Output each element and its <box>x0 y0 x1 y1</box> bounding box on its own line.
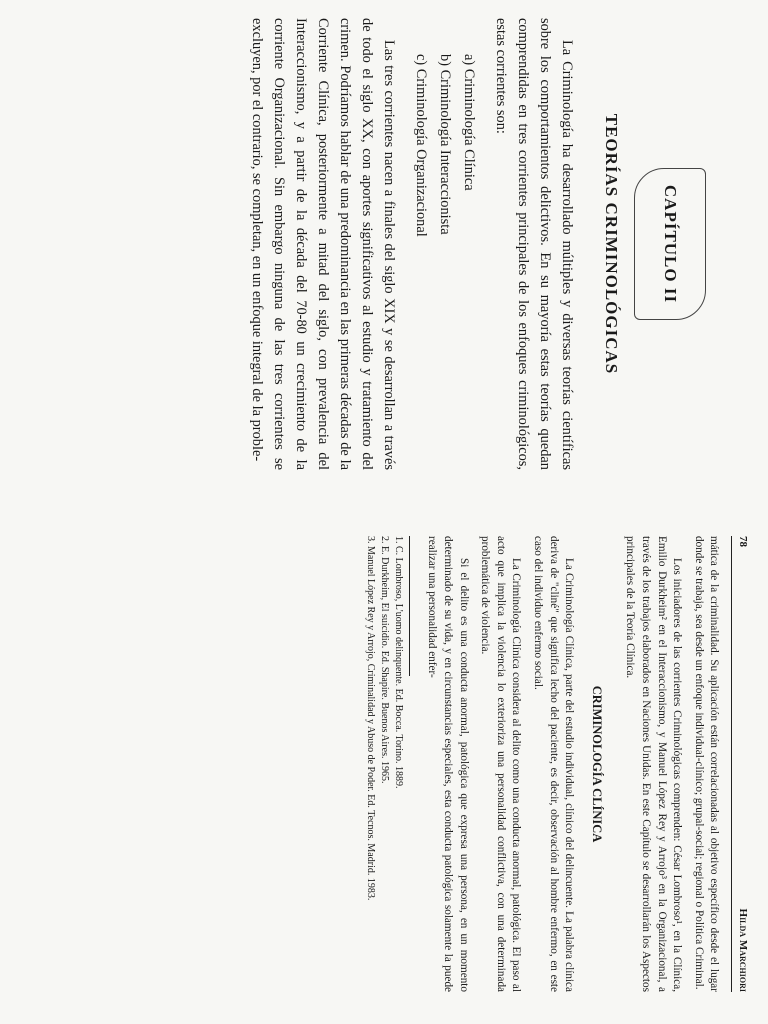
left-paragraph-1: La Criminología ha desarrollado múltiples y diversas teorías científicas sobre los comportamientos delictivos. En su mayoría estas teorías quedan comprendidas en tres corrientes principales de los enfoques criminológicos, estas corrientes son: <box>493 18 575 470</box>
footnote: 2. E. Durkheim, El suicidio. Ed. Shapire. Buenos Aires. 1965. <box>378 536 390 784</box>
list-item: c) Criminología Organizacional <box>413 54 429 237</box>
chapter-label-box <box>634 168 706 320</box>
list-item: a) Criminología Clínica <box>461 54 477 191</box>
footnote: 3. Manuel López Rey y Arrojo, Criminalidad y Abuso de Poder. Ed. Tecnos. Madrid. 1983. <box>364 536 376 901</box>
right-paragraph-3: La Criminología Clínica, parte del estudio individual, clínico del delincuente. La palabra clínica deriva de "cliné" que significa lecho del paciente, es decir, observación al hombre enfermo, en este caso del individuo enfermo social. <box>532 536 576 992</box>
left-page <box>240 18 754 470</box>
right-paragraph-2: Los iniciadores de las corrientes Criminológicas comprenden: César Lombroso¹, en la Clínica, Emilio Durkheim² en el Interaccionismo, y Manuel López Rey y Arrojo³ en la Organizacional, a través de los trabajos elaborados en Naciones Unidas. En este Capítulo se desarrollarán los Aspectos principales de la Teoría Clínica. <box>624 536 684 992</box>
list-item: b) Criminología Interaccionista <box>437 54 453 235</box>
running-header <box>731 536 750 992</box>
right-page <box>363 536 750 992</box>
footnote-separator <box>409 536 410 676</box>
right-paragraph-4: La Criminología Clínica considera al delito como una conducta anormal, patológica. El paso al acto que implica la violencia lo exterioriza una personalidad conflictiva, con una determinada problemática de violencia. <box>479 536 523 992</box>
footnote: 1. C. Lombroso, L'uomo delinquente. Ed. Bocca. Torino. 1889. <box>392 536 404 789</box>
page-number: 78 <box>737 536 749 547</box>
right-paragraph-5: Si el delito es una conducta anormal, patológica que expresa una persona, en un momento determinado de su vida, y en circunstancias especiales, esta conducta patológica solamente la puede realizar una personalidad enfer- <box>426 536 470 992</box>
left-paragraph-2: Las tres corrientes nacen a finales del siglo XIX y se desarrollan a través de todo el siglo XX, con aportes significativos al estudio y tratamiento del crimen. Podríamos hablar de una predominancia en las primeras décadas de la Corriente Clínica, posteriormente a mitad del siglo, con prevalencia del Interaccionismo, y a partir de la década del 70-80 un crecimiento de la corriente Organizacional. Sin embargo ninguna de las tres corrientes se excluyen, por el contrario, se completan, en un enfoque integral de la proble- <box>249 18 397 470</box>
currents-list <box>410 54 480 470</box>
footnotes <box>364 536 405 992</box>
section-title: CRIMINOLOGÍA CLÍNICA <box>589 685 604 843</box>
chapter-label: CAPÍTULO II <box>661 184 680 304</box>
chapter-title: TEORÍAS CRIMINOLÓGICAS <box>602 113 621 375</box>
right-paragraph-1: mática de la criminalidad. Su aplicación están correlacionadas al objetivo específico desde el lugar donde se trabaja, sea desde un enfoque individual-clínico; grupal-social; regional o Política Criminal. <box>692 536 721 992</box>
running-head-author: Hilda Marchiori <box>737 908 749 992</box>
